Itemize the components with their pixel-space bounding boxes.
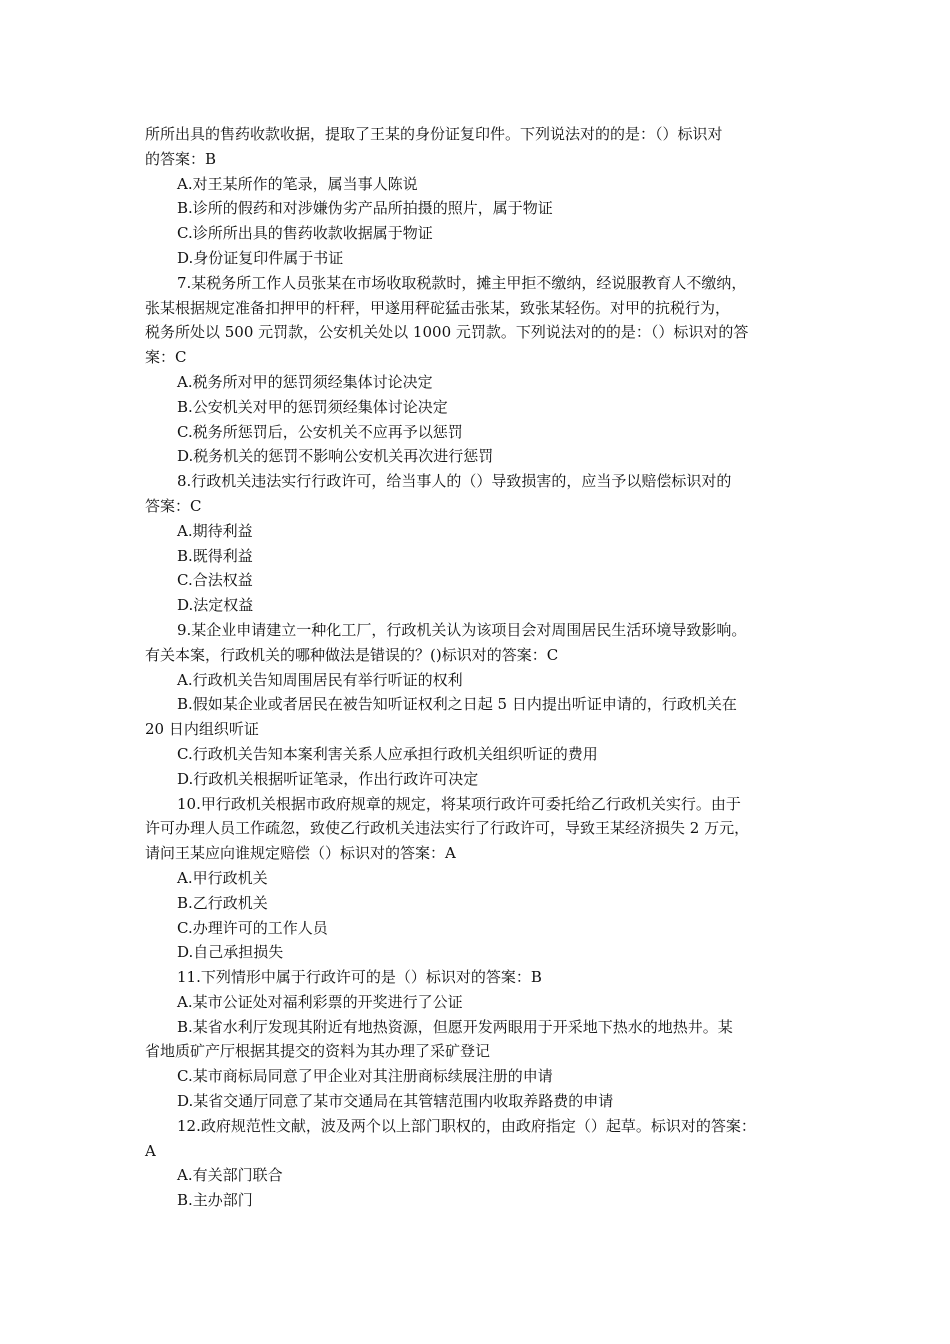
- text-line: C.合法权益: [177, 571, 253, 590]
- text-line: 案：C: [145, 348, 187, 367]
- text-line: A.行政机关告知周围居民有举行听证的权利: [177, 670, 463, 689]
- text-line: 11.下列情形中属于行政许可的是（）标识对的答案：B: [177, 968, 542, 987]
- text-line: B.既得利益: [177, 546, 253, 565]
- text-line: A.税务所对甲的惩罚须经集体讨论决定: [177, 372, 433, 391]
- text-line: A.对王某所作的笔录，属当事人陈说: [177, 174, 418, 193]
- text-line: 省地质矿产厅根据其提交的资料为其办理了采矿登记: [145, 1042, 491, 1061]
- text-line: 请问王某应向谁规定赔偿（）标识对的答案：A: [145, 844, 456, 863]
- text-line: D.法定权益: [177, 596, 254, 615]
- text-line: D.自己承担损失: [177, 943, 284, 962]
- text-line: 有关本案，行政机关的哪种做法是错误的？()标识对的答案：C: [145, 645, 559, 664]
- text-line: B.诊所的假药和对涉嫌伪劣产品所拍摄的照片，属于物证: [177, 199, 553, 218]
- text-line: 8.行政机关违法实行行政许可，给当事人的（）导致损害的，应当予以赔偿标识对的: [177, 472, 732, 491]
- text-line: 税务所处以 500 元罚款，公安机关处以 1000 元罚款。下列说法对的的是：（）标识对的答: [145, 323, 749, 342]
- text-line: D.行政机关根据听证笔录，作出行政许可决定: [177, 769, 479, 788]
- text-line: A.某市公证处对福利彩票的开奖进行了公证: [177, 992, 463, 1011]
- text-line: D.某省交通厅同意了某市交通局在其管辖范围内收取养路费的申请: [177, 1092, 614, 1111]
- text-line: 9.某企业申请建立一种化工厂，行政机关认为该项目会对周围居民生活环境导致影响。: [177, 620, 747, 639]
- text-line: C.税务所惩罚后，公安机关不应再予以惩罚: [177, 422, 463, 441]
- text-line: B.乙行政机关: [177, 893, 268, 912]
- text-line: B.某省水利厅发现其附近有地热资源，但愿开发两眼用于开采地下热水的地热井。某: [177, 1017, 733, 1036]
- text-line: A: [145, 1141, 156, 1160]
- text-line: C.某市商标局同意了甲企业对其注册商标续展注册的申请: [177, 1067, 553, 1086]
- text-line: A.有关部门联合: [177, 1166, 283, 1185]
- text-line: A.期待利益: [177, 521, 253, 540]
- text-line: 20 日内组织听证: [145, 720, 259, 739]
- text-line: 所所出具的售药收款收据，提取了王某的身份证复印件。下列说法对的的是：（）标识对: [145, 125, 723, 143]
- text-line: B.假如某企业或者居民在被告知听证权利之日起 5 日内提出听证申请的，行政机关在: [177, 695, 737, 714]
- text-line: D.税务机关的惩罚不影响公安机关再次进行惩罚: [177, 447, 494, 466]
- text-line: C.办理许可的工作人员: [177, 918, 328, 937]
- text-line: C.行政机关告知本案利害关系人应承担行政机关组织听证的费用: [177, 744, 598, 763]
- text-line: 张某根据规定准备扣押甲的杆秤，甲遂用秤砣猛击张某，致张某轻伤。对甲的抗税行为，: [145, 298, 731, 317]
- text-line: 答案：C: [145, 496, 202, 515]
- text-line: 12.政府规范性文献，波及两个以上部门职权的，由政府指定（）起草。标识对的答案：: [177, 1116, 756, 1135]
- text-line: D.身份证复印件属于书证: [177, 248, 344, 267]
- text-line: A.甲行政机关: [177, 868, 268, 887]
- document-page: [145, 122, 817, 1213]
- text-line: B.主办部门: [177, 1191, 253, 1210]
- text-line: 7.某税务所工作人员张某在市场收取税款时，摊主甲拒不缴纳，经说服教育人不缴纳，: [177, 273, 747, 292]
- text-line: C.诊所所出具的售药收款收据属于物证: [177, 224, 433, 243]
- text-line: B.公安机关对甲的惩罚须经集体讨论决定: [177, 397, 448, 416]
- text-line: 的答案：B: [145, 149, 217, 168]
- text-line: 10.甲行政机关根据市政府规章的规定，将某项行政许可委托给乙行政机关实行。由于: [177, 794, 741, 813]
- text-line: 许可办理人员工作疏忽，致使乙行政机关违法实行了行政许可，导致王某经济损失 2 万元，: [145, 819, 750, 838]
